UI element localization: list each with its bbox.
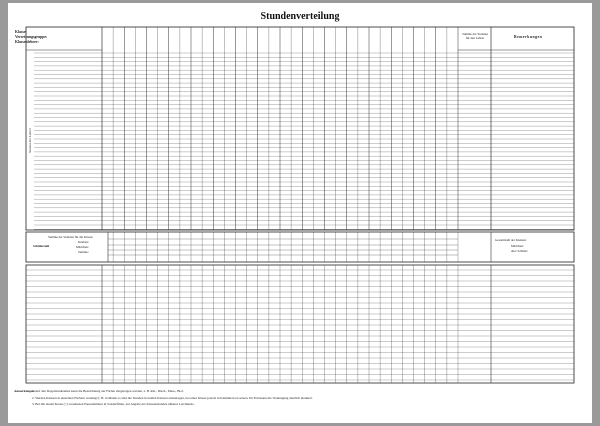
versetzungsgruppe-label: Versetzungsgruppe: <box>15 35 48 39</box>
klassenlehrer-label: Klassenlehrer: <box>15 40 39 44</box>
section-teachers <box>26 27 574 230</box>
maedchen-label: Mädchen: <box>76 245 89 249</box>
note-item: 1. Auf den Doppelrunkzeilen kann die Bezeichnung der Fächer eingetragen werden, z. B. Rel., Dtsch., Mess., Biol. <box>32 389 184 393</box>
summe-row-label: Summe: <box>78 250 89 254</box>
notes-section <box>14 389 313 409</box>
document-sheet <box>8 3 592 423</box>
knaben-label: Knaben: <box>78 240 89 244</box>
note-item: 3. Bei mit einem Kreuz (×) versehenen Pausenfeldern in Sonderfällen, zur Angabe der Klassenstunden näheres Lerchulens. <box>32 402 195 406</box>
namen-der-lehrer-label: Namen der Lehrer <box>28 128 32 153</box>
aller-schueler-label: aller Schüler: <box>511 249 529 253</box>
bemerkungen-header: Bemerkungen <box>514 35 543 39</box>
table-grid <box>8 3 592 423</box>
notes-heading: Anmerkungen: <box>14 389 36 393</box>
gesamtzahl-maedchen-label: Mädchen: <box>511 244 524 248</box>
summe-column-header: Summe der Stunden für den Lehrer <box>462 32 488 40</box>
note-item: 2. Werden Klassen in einzelnen Fächern vereinigt (: B. in Musik so sind die Stunden in beiden Klassen einzutragen, bei einer Klasse jedoch in Klammern zu setzen. Im Feld kann die Vereinigung deutlich markiert. <box>32 395 313 400</box>
page-title: Stundenverteilung <box>260 11 340 22</box>
schuelerzahl-label: Schülerzahl <box>33 244 50 248</box>
klasse-label: Klasse: <box>15 30 27 34</box>
section-lower <box>26 265 574 383</box>
gesamtzahl-knaben-label: Gesamtzahl der Knaben: <box>495 238 527 242</box>
summe-stunden-klasse-label: Summe der Stunden für die Klasse: <box>48 235 94 239</box>
